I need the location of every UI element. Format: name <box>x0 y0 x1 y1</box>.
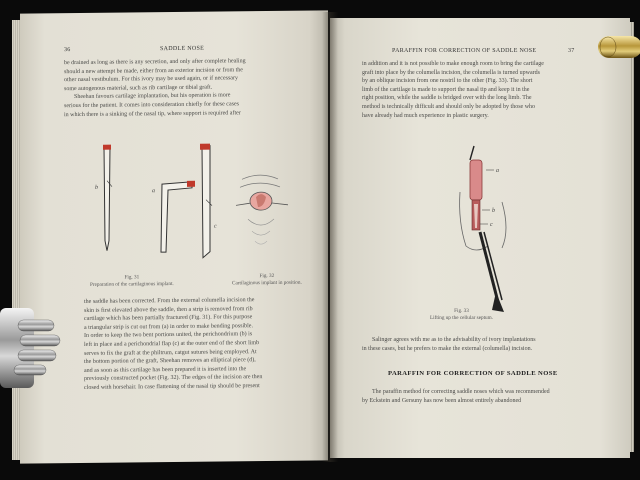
left-page-number: 36 <box>64 47 71 54</box>
figure-33-caption <box>430 308 493 322</box>
text-line: right position, while the saddle is bridged over with the long limb. The <box>362 95 532 102</box>
caption-text: Lifting up the cellular septum. <box>430 315 493 321</box>
text-line: in these cases, but he prefers to make the external (columella) incision. <box>362 345 533 352</box>
text-line: and as soon as this cartilage has been prepared it is inserted into the <box>84 365 247 374</box>
figure-32-caption <box>232 273 302 288</box>
right-page-number: 37 <box>568 48 575 54</box>
brass-page-clip <box>596 30 640 64</box>
caption-figure-number: Fig. 33 <box>454 308 469 314</box>
text-line: In order to keep the two bent portions united, the perichondrium (b) is <box>84 331 253 340</box>
figure-31-caption <box>90 274 174 289</box>
text-line: the bottom portion of the graft, Sheehan removes an elliptical piece (d), <box>84 357 256 366</box>
right-running-head: PARAFFIN FOR CORRECTION OF SADDLE NOSE <box>392 48 537 54</box>
text-line: previously constructed pocket (Fig. 32). The edges of the incision are then <box>84 374 263 383</box>
cartilage-strip-a <box>103 145 112 251</box>
cartilage-strip-b <box>161 181 195 252</box>
caption-text: Preparation of the cartilaginous implant. <box>90 281 174 288</box>
caption-text: Cartilaginous implant in position. <box>232 279 302 287</box>
text-line: limb of the cartilage is made to support the nasal tip and keep it in the <box>362 86 530 93</box>
caption-figure-number: Fig. 31 <box>124 274 140 281</box>
figure-label-b: b <box>492 208 495 214</box>
text-line: some autogenous material, such as rib cartilage or tibial graft. <box>64 84 213 92</box>
instrument-hook <box>470 146 474 160</box>
figure-label-a: a <box>152 188 155 195</box>
text-line: left in place and a perichondrial flap (c) at the outer end of the short limb <box>84 340 260 348</box>
right-page <box>330 18 630 458</box>
text-line: graft into place by the columella incision, the columella is turned upwards <box>362 69 540 76</box>
figure-label-c: c <box>490 222 493 228</box>
left-running-head: SADDLE NOSE <box>160 45 205 53</box>
text-line: by Eckstein and Gersuny has now been almost entirely abandoned <box>362 397 522 404</box>
text-line: method is technically difficult and should only be adopted by those who <box>362 103 536 110</box>
text-line: be drained as long as there is any secretion, and only after complete healing <box>64 58 246 67</box>
text-line: serious for the patient. It comes into consideration chiefly for these cases <box>64 101 239 110</box>
text-line: in addition and it is not possible to make enough room to bring the cartilage <box>362 61 544 67</box>
text-line: Salinger agrees with me as to the advisability of ivory implantations <box>372 337 536 343</box>
text-line: a triangular strip is cut out from (a) in order to make bending possible. <box>84 322 253 331</box>
text-line: Sheehan favours cartilage implantation, but his operation is more <box>74 92 231 101</box>
nose-implant-drawing <box>236 175 288 245</box>
text-line: by an oblique incision from one nostril to the other (Fig. 33). The short <box>362 78 533 85</box>
section-heading: PARAFFIN FOR CORRECTION OF SADDLE NOSE <box>388 370 558 377</box>
left-page <box>20 10 328 463</box>
text-line: have already had much experience in plastic surgery. <box>362 112 489 119</box>
right-bottom-paragraph <box>362 388 594 405</box>
text-line: serves to fix the graft at the philtrum, catgut sutures being employed. At <box>84 348 257 357</box>
text-line: in which there is a sinking of the nasal tip, where support is required after <box>64 109 241 118</box>
figure-label-a: a <box>496 168 499 174</box>
figure-cartilage-illustrations <box>80 138 320 271</box>
left-top-paragraph <box>64 56 320 119</box>
septum-flap <box>470 160 482 200</box>
book-gutter-shadow <box>322 12 338 462</box>
text-line: cartilage which has been partially fractured (Fig. 31). For this purpose <box>84 314 253 323</box>
text-line: closed with horsehair. In case flattening of the nasal tip should be present <box>84 383 260 391</box>
text-line: the saddle has been corrected. From the external columella incision the <box>84 297 255 305</box>
forceps-instrument <box>480 232 498 302</box>
figure-label-c: c <box>214 223 217 230</box>
text-line: The paraffin method for correcting saddle noses which was recommended <box>372 389 550 395</box>
figure-label-b: b <box>95 184 98 191</box>
right-middle-paragraph <box>362 336 594 353</box>
cartilage-strip-c <box>200 144 212 258</box>
metal-hand-holder <box>0 300 70 390</box>
caption-figure-number: Fig. 32 <box>259 272 275 280</box>
text-line: should a new attempt be made, either from an exterior incision or from the <box>64 66 243 75</box>
figure-33-illustration <box>430 142 540 318</box>
text-line: other nasal vestibulum. For this ivory may be used again, or if necessary <box>64 75 238 84</box>
text-line: skin is first elevated above the saddle, then a strip is removed from rib <box>84 305 253 314</box>
right-top-paragraph <box>362 60 594 120</box>
left-bottom-paragraph <box>84 295 320 392</box>
